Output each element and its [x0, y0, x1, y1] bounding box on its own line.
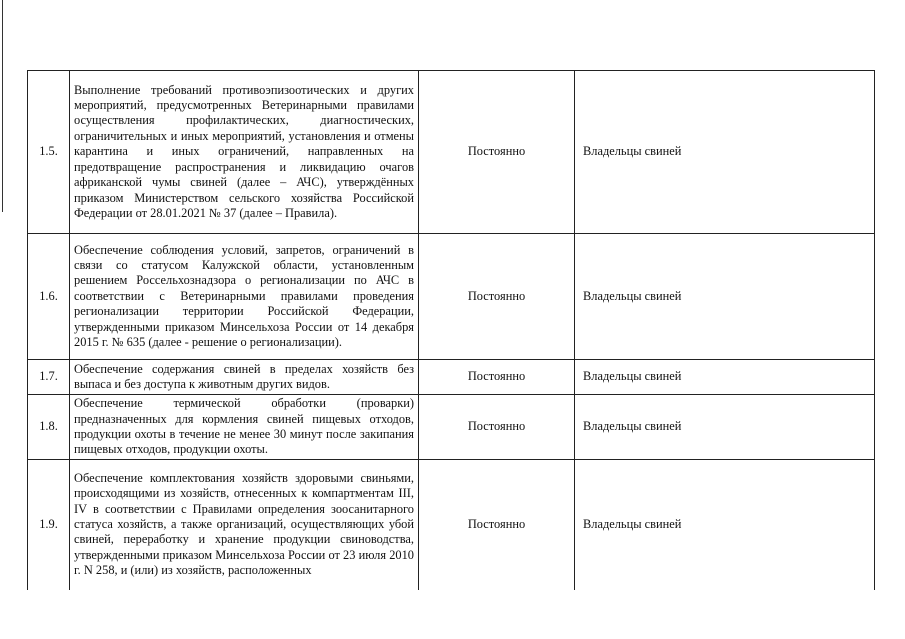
page-margin-line: [2, 0, 3, 212]
row-term: Постоянно: [419, 360, 575, 395]
table-row: [28, 234, 875, 360]
measures-table: [27, 70, 875, 590]
row-term: Постоянно: [419, 71, 575, 234]
row-description: Обеспечение термической обработки (проварки) предназначенных для кормления свиней пищевых отходов, продукции охоты в течение не менее 30 минут после закипания пищевых отходов, продукции охоты.: [70, 395, 419, 460]
row-responsible: Владельцы свиней: [575, 360, 875, 395]
row-responsible: Владельцы свиней: [575, 234, 875, 360]
row-number: 1.5.: [28, 71, 70, 234]
row-number: 1.6.: [28, 234, 70, 360]
row-description: Выполнение требований противоэпизоотических и других мероприятий, предусмотренных Ветеринарными правилами осуществления профилактических, диагностических, ограничительных и иных мероприятий, установления и отмены карантина и иных ограничений, направленных на предотвращение распространения и ликвидацию очагов африканской чумы свиней (далее – АЧС), утверждённых приказом Министерством сельского хозяйства Российской Федерации от 28.01.2021 № 37 (далее – Правила).: [70, 71, 419, 234]
row-number: 1.7.: [28, 360, 70, 395]
row-description: Обеспечение соблюдения условий, запретов, ограничений в связи со статусом Калужской области, установленным решением Россельхознадзора о регионализации по АЧС в соответствии с Ветеринарными правилами проведения регионализации территории Российской Федерации, утвержденными приказом Минсельхоза России от 14 декабря 2015 г. № 635 (далее - решение о регионализации).: [70, 234, 419, 360]
row-description: Обеспечение содержания свиней в пределах хозяйств без выпаса и без доступа к животным других видов.: [70, 360, 419, 395]
row-responsible: Владельцы свиней: [575, 71, 875, 234]
row-description: Обеспечение комплектования хозяйств здоровыми свиньями, происходящими из хозяйств, отнесенных к компартментам III, IV в соответствии с Правилами определения зоосанитарного статуса хозяйств, а также организаций, осуществляющих убой свиней, переработку и хранение продукции свиноводства, утвержденными приказом Минсельхоза России от 23 июля 2010 г. N 258, и (или) из хозяйств, расположенных: [70, 460, 419, 590]
row-responsible: Владельцы свиней: [575, 395, 875, 460]
row-number: 1.9.: [28, 460, 70, 590]
table-row: [28, 460, 875, 590]
row-term: Постоянно: [419, 460, 575, 590]
table-row: [28, 71, 875, 234]
table-row: [28, 395, 875, 460]
row-responsible: Владельцы свиней: [575, 460, 875, 590]
table-row: [28, 360, 875, 395]
row-term: Постоянно: [419, 395, 575, 460]
row-term: Постоянно: [419, 234, 575, 360]
row-number: 1.8.: [28, 395, 70, 460]
